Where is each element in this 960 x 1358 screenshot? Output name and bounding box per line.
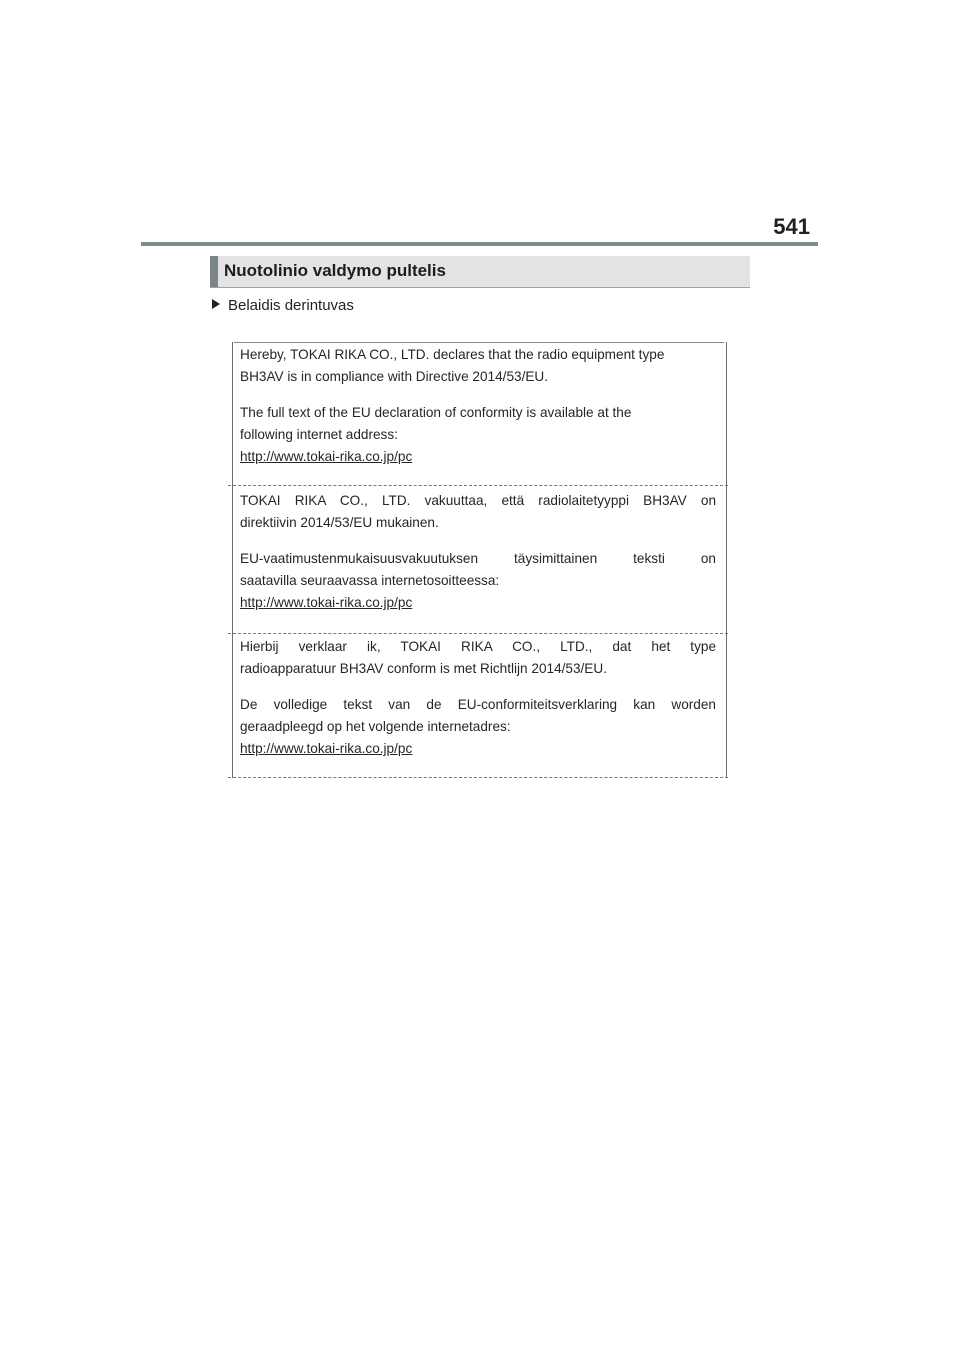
box-top-border xyxy=(234,342,724,343)
declaration-english-line2: BH3AV is in compliance with Directive 2014/53/EU. xyxy=(240,369,549,384)
dashed-separator xyxy=(228,633,728,634)
declaration-english xyxy=(240,344,716,468)
declaration-english-line3: The full text of the EU declaration of conformity is available at the xyxy=(240,405,632,420)
dashed-separator xyxy=(228,777,728,778)
declaration-finnish-line4: saatavilla seuraavassa internetosoitteessa: xyxy=(240,573,500,588)
section-title: Nuotolinio valdymo pultelis xyxy=(224,261,446,280)
declaration-dutch-line3: De volledige tekst van de EU-conformiteitsverklaring kan worden xyxy=(240,697,716,712)
declaration-dutch-line2: radioapparatuur BH3AV conform is met Richtlijn 2014/53/EU. xyxy=(240,661,607,676)
subsection-heading xyxy=(212,297,354,314)
declaration-dutch xyxy=(240,636,716,760)
section-accent xyxy=(210,256,218,287)
declaration-finnish-link[interactable]: http://www.tokai-rika.co.jp/pc xyxy=(240,595,413,610)
declaration-of-conformity-box xyxy=(228,337,732,781)
declaration-finnish-line1: TOKAI RIKA CO., LTD. vakuuttaa, että radiolaitetyyppi BH3AV on xyxy=(240,493,716,508)
triangle-bullet-icon xyxy=(212,299,220,309)
dashed-separator xyxy=(228,485,728,486)
section-heading-bar xyxy=(210,256,750,288)
header-rule xyxy=(141,242,818,246)
box-left-border xyxy=(232,342,233,778)
box-right-border xyxy=(726,342,727,778)
declaration-english-line1: Hereby, TOKAI RIKA CO., LTD. declares that the radio equipment type xyxy=(240,347,665,362)
declaration-finnish xyxy=(240,490,716,614)
declaration-finnish-line3: EU-vaatimustenmukaisuusvakuutuksen täysimittainen teksti on xyxy=(240,551,716,566)
declaration-dutch-line1: Hierbij verklaar ik, TOKAI RIKA CO., LTD., dat het type xyxy=(240,639,716,654)
declaration-dutch-link[interactable]: http://www.tokai-rika.co.jp/pc xyxy=(240,741,413,756)
declaration-finnish-line2: direktiivin 2014/53/EU mukainen. xyxy=(240,515,439,530)
declaration-dutch-line4: geraadpleegd op het volgende internetadres: xyxy=(240,719,511,734)
declaration-english-link[interactable]: http://www.tokai-rika.co.jp/pc xyxy=(240,449,413,464)
page-number: 541 xyxy=(773,214,810,239)
subsection-label: Belaidis derintuvas xyxy=(228,297,354,314)
declaration-english-line4: following internet address: xyxy=(240,427,398,442)
